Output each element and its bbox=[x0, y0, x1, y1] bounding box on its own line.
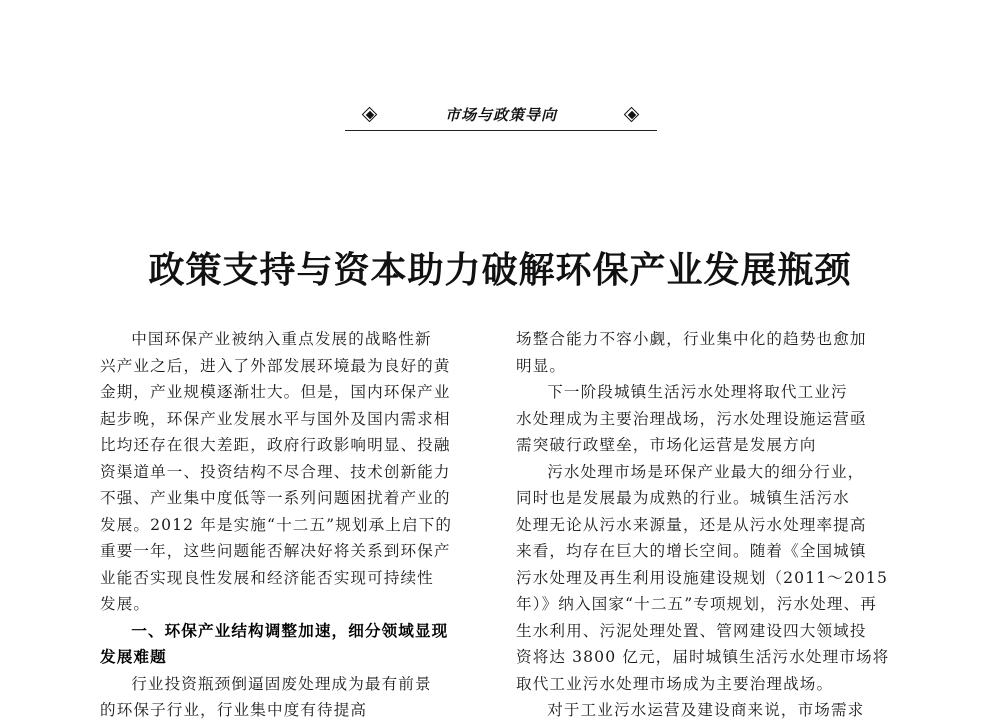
paragraph bbox=[100, 326, 480, 618]
text-line: 比均还存在很大差距，政府行政影响明显、投融 bbox=[100, 436, 451, 454]
text-line: 发展。 bbox=[100, 595, 151, 613]
paragraph bbox=[516, 379, 898, 459]
text-line: 污水处理及再生利用设施建设规划（2011～2015 bbox=[516, 568, 888, 587]
paragraph bbox=[100, 671, 480, 724]
article-title: 政策支持与资本助力破解环保产业发展瓶颈 bbox=[148, 249, 852, 291]
text-line: 业能否实现良性发展和经济能否实现可持续性 bbox=[100, 568, 434, 587]
text-line: 场整合能力不容小觑，行业集中化的趋势也愈加 bbox=[516, 330, 867, 348]
text-line: 来看，均存在巨大的增长空间。随着《全国城镇 bbox=[516, 542, 867, 560]
text-line: 行业投资瓶颈倒逼固废处理成为最有前景 bbox=[131, 674, 432, 693]
text-line: 需突破行政壁垒，市场化运营是发展方向 bbox=[516, 436, 817, 454]
text-line: 发展。2012 年是实施“十二五”规划承上启下的 bbox=[100, 515, 453, 534]
text-line: 资渠道单一、投资结构不尽合理、技术创新能力 bbox=[100, 462, 451, 481]
text-line: 资将达 3800 亿元，届时城镇生活污水处理市场将 bbox=[516, 648, 890, 666]
text-line: 取代工业污水处理市场成为主要治理战场。 bbox=[516, 674, 834, 693]
paragraph bbox=[516, 326, 898, 379]
text-line: 水处理成为主要治理战场，污水处理设施运营亟 bbox=[516, 409, 867, 428]
paragraph bbox=[516, 459, 898, 698]
text-line: 年）》纳入国家“十二五”专项规划，污水处理、再 bbox=[516, 595, 877, 613]
text-line: 对于工业污水运营及建设商来说，市场需求 bbox=[547, 701, 865, 719]
diamond-ornament-icon bbox=[624, 107, 640, 123]
text-line: 重要一年，这些问题能否解决好将关系到环保产 bbox=[100, 542, 451, 560]
text-line: 污水处理市场是环保产业最大的细分行业， bbox=[547, 462, 865, 481]
heading-line: 一、环保产业结构调整加速，细分领域显现 bbox=[131, 621, 449, 640]
section-heading bbox=[100, 618, 480, 671]
heading-line: 发展难题 bbox=[100, 648, 167, 666]
text-line: 不强、产业集中度低等一系列问题困扰着产业的 bbox=[100, 489, 451, 507]
paragraph bbox=[516, 697, 898, 724]
text-line: 中国环保产业被纳入重点发展的战略性新 bbox=[131, 330, 432, 348]
left-column bbox=[100, 326, 480, 724]
text-line: 起步晚，环保产业发展水平与国外及国内需求相 bbox=[100, 409, 451, 428]
text-line: 金期，产业规模逐渐壮大。但是，国内环保产业 bbox=[100, 383, 451, 401]
right-column bbox=[516, 326, 898, 724]
text-line: 处理无论从污水来源量，还是从污水处理率提高 bbox=[516, 515, 867, 534]
text-line: 下一阶段城镇生活污水处理将取代工业污 bbox=[547, 383, 848, 401]
text-line: 生水利用、污泥处理处置、管网建设四大领域投 bbox=[516, 621, 867, 640]
text-line: 的环保子行业，行业集中度有待提高 bbox=[100, 701, 368, 719]
running-header bbox=[345, 98, 657, 131]
text-line: 明显。 bbox=[516, 356, 567, 375]
text-line: 同时也是发展最为成熟的行业。城镇生活污水 bbox=[516, 489, 850, 507]
text-line: 兴产业之后，进入了外部发展环境最为良好的黄 bbox=[100, 356, 451, 375]
section-title: 市场与政策导向 bbox=[444, 106, 557, 124]
